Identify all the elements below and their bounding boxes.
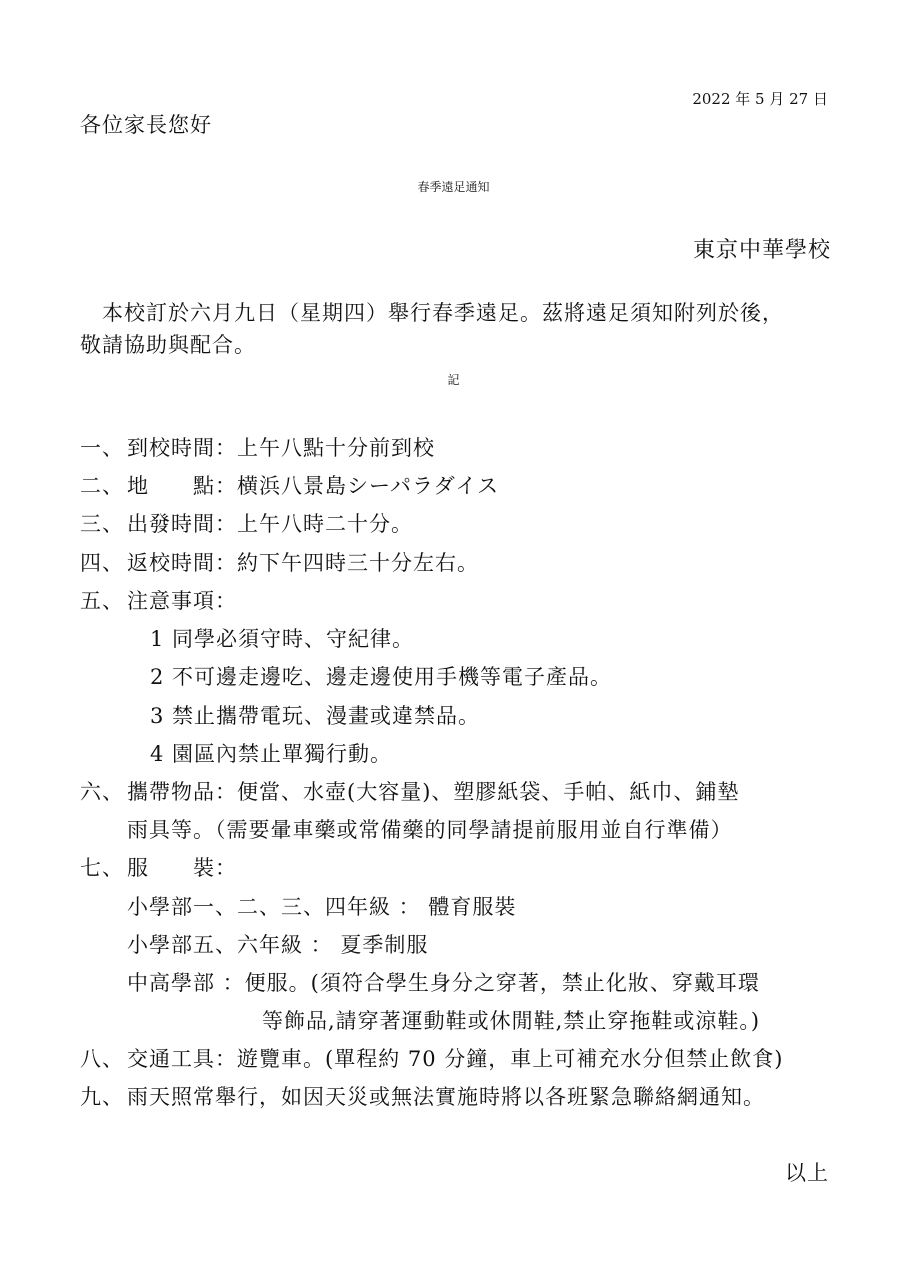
note-3: 3 禁止攜帶電玩、漫畫或違禁品。 <box>150 704 481 728</box>
item-1-number: 一、 <box>80 436 124 460</box>
greeting: 各位家長您好 <box>80 113 212 137</box>
item-8-text: 交通工具：遊覽車。(單程約 70 分鐘，車上可補充水分但禁止飲食) <box>127 1047 784 1071</box>
item-7-number: 七、 <box>80 856 124 880</box>
intro-line-1 <box>80 298 784 328</box>
dress-secondary: 中高學部 ：便服。(須符合學生身分之穿著，禁止化妝、穿戴耳環 <box>127 971 760 995</box>
dress-elementary-lower: 小學部一、二、三、四年級 ： 體育服裝 <box>127 895 517 919</box>
item-4-number: 四、 <box>80 551 124 575</box>
item-9-text: 雨天照常舉行，如因天災或無法實施時將以各班緊急聯絡網通知。 <box>127 1085 765 1109</box>
ki-heading: 記 <box>447 373 460 387</box>
dress-elementary-upper: 小學部五、六年級 ： 夏季制服 <box>127 933 429 957</box>
note-1: 1 同學必須守時、守紀律。 <box>150 627 415 651</box>
item-1-text: 到校時間：上午八點十分前到校 <box>127 436 435 460</box>
item-3-number: 三、 <box>80 512 124 536</box>
item-7-text: 服 裝： <box>127 856 237 880</box>
dress-secondary-continuation: 等飾品,請穿著運動鞋或休閒鞋,禁止穿拖鞋或涼鞋。) <box>262 1009 761 1033</box>
intro-line-2: 敬請協助與配合。 <box>80 333 256 357</box>
notice-date: 2022 年 5 月 27 日 <box>692 90 828 108</box>
school-name: 東京中華學校 <box>692 238 831 263</box>
closing-mark: 以上 <box>785 1161 829 1185</box>
item-6-continuation: 雨具等。（需要暈車藥或常備藥的同學請提前服用並自行準備） <box>127 818 733 842</box>
item-2-text: 地 點：横浜八景島シーパラダイス <box>127 474 500 498</box>
note-2: 2 不可邊走邊吃、邊走邊使用手機等電子產品。 <box>150 665 613 689</box>
note-4: 4 園區內禁止單獨行動。 <box>150 742 393 766</box>
item-3-text: 出發時間：上午八時二十分。 <box>127 512 413 536</box>
item-5-text: 注意事項： <box>127 589 237 613</box>
intro-text-1: 本校訂於六月九日（星期四）舉行春季遠足。茲將遠足須知附列於後， <box>102 301 784 325</box>
notice-title: 春季遠足通知 <box>417 180 490 194</box>
item-9-number: 九、 <box>80 1085 124 1109</box>
item-5-number: 五、 <box>80 589 124 613</box>
item-6-text: 攜帶物品：便當、水壺(大容量)、塑膠紙袋、手帕、紙巾、鋪墊 <box>127 780 740 804</box>
item-4-text: 返校時間：約下午四時三十分左右。 <box>127 551 479 575</box>
item-6-number: 六、 <box>80 780 124 804</box>
item-8-number: 八、 <box>80 1047 124 1071</box>
item-2-number: 二、 <box>80 474 124 498</box>
